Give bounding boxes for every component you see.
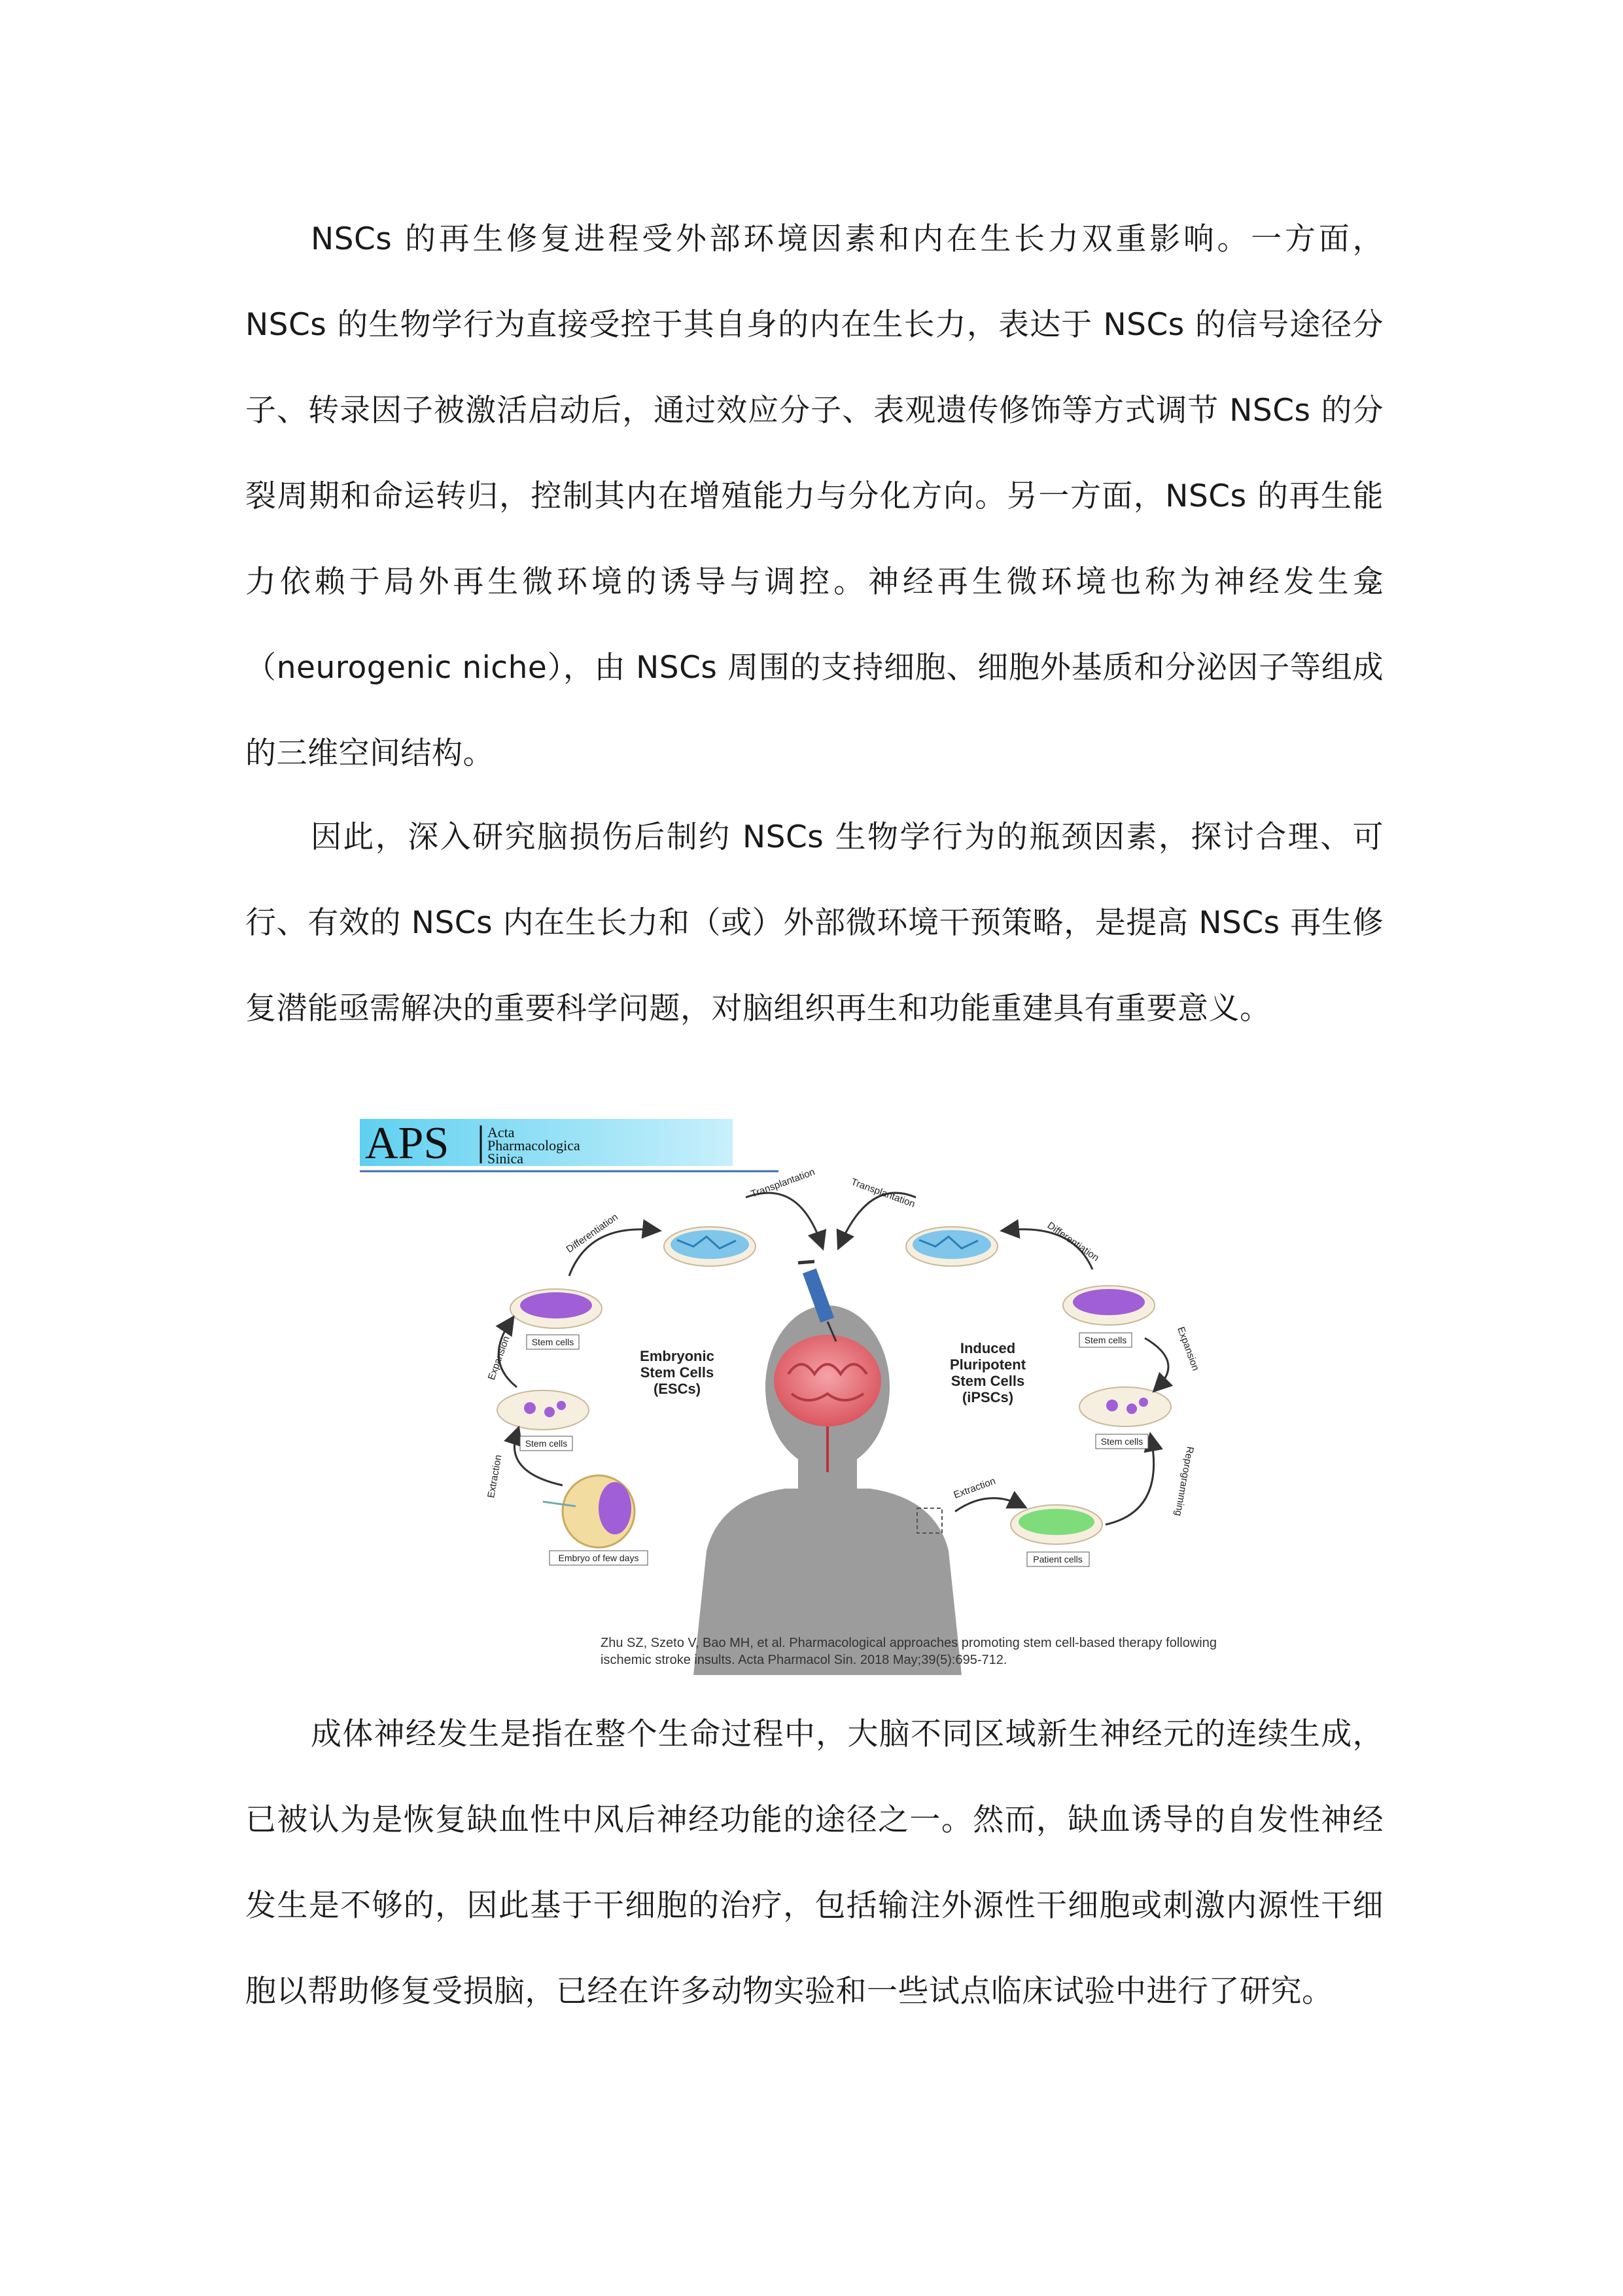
label-patient-cells: Patient cells [1033,1554,1083,1564]
svg-text:(iPSCs): (iPSCs) [962,1389,1014,1405]
journal-name-line1: Acta [487,1124,515,1140]
label-expansion-right: Expansion [1175,1325,1202,1373]
label-stem-cells-4: Stem cells [1100,1436,1143,1447]
dish-stem-cells-left-1 [510,1289,602,1328]
citation-line-2: ischemic stroke insults. Acta Pharmacol Sin. 2018 May;39(5):695-712. [601,1653,1007,1667]
label-expansion-left: Expansion [485,1334,512,1382]
journal-name-line2: Pharmacologica [487,1137,580,1154]
journal-name-line3: Sinica [487,1150,523,1167]
dish-stem-cells-left-2 [497,1390,589,1430]
label-stem-cells-3: Stem cells [1084,1335,1127,1345]
esc-title [640,1348,714,1397]
dish-differentiated-left [664,1227,756,1266]
dish-stem-cells-right-1 [1063,1286,1155,1325]
label-reprogramming: Reprogramming [1172,1445,1196,1517]
label-differentiation-right: Differentiation [1045,1220,1102,1264]
journal-banner [360,1118,778,1171]
svg-text:Stem Cells: Stem Cells [951,1373,1025,1389]
label-extraction-right: Extraction [952,1475,998,1501]
dish-stem-cells-right-2 [1079,1387,1171,1426]
label-transplantation-right: Transplantation [849,1176,917,1210]
label-embryo: Embryo of few days [558,1553,639,1563]
ipsc-title [950,1340,1026,1405]
svg-text:Stem Cells: Stem Cells [640,1364,714,1381]
stem-cell-therapy-figure [353,1106,1302,1675]
figure-citation [601,1634,1255,1669]
svg-text:Induced: Induced [960,1340,1016,1356]
citation-line-1: Zhu SZ, Szeto V, Bao MH, et al. Pharmacological approaches promoting stem cell-based therapy following [601,1636,1217,1650]
svg-text:(ESCs): (ESCs) [653,1381,701,1397]
paragraph-research-significance: 因此，深入研究脑损伤后制约 NSCs 生物学行为的瓶颈因素，探讨合理、可行、有效的 NSCs 内在生长力和（或）外部微环境干预策略，是提高 NSCs 再生修复潜能亟需解决的重要科学问题，对脑组织再生和功能重建具有重要意义。 [245,819,1384,1027]
label-differentiation-left: Differentiation [564,1211,620,1256]
paragraph-adult-neurogenesis: 成体神经发生是指在整个生命过程中，大脑不同区域新生神经元的连续生成，已被认为是恢复缺血性中风后神经功能的途径之一。然而，缺血诱导的自发性神经发生是不够的，因此基于干细胞的治疗，包括输注外源性干细胞或刺激内源性干细胞以帮助修复受损脑，已经在许多动物实验和一些试点临床试验中进行了研究。 [245,1716,1384,2009]
svg-text:Embryonic: Embryonic [640,1348,714,1364]
figure-illustration [353,1106,1302,1675]
svg-text:Pluripotent: Pluripotent [949,1356,1026,1373]
label-transplantation-left: Transplantation [749,1166,817,1200]
dish-differentiated-right [906,1227,998,1266]
dish-patient-cells [1011,1505,1102,1544]
label-stem-cells-2: Stem cells [525,1438,568,1449]
label-stem-cells-1: Stem cells [531,1337,574,1347]
embryo-icon [543,1475,635,1547]
label-extraction-left: Extraction [485,1454,504,1499]
journal-logo: APS [365,1118,449,1169]
paragraph-nscs-regeneration: NSCs 的再生修复进程受外部环境因素和内在生长力双重影响。一方面，NSCs 的生物学行为直接受控于其自身的内在生长力，表达于 NSCs 的信号途径分子、转录因子被激活启动后，通过效应分子、表观遗传修饰等方式调节 NSCs 的分裂周期和命运转归，控制其内在增殖能力与分化方向。另一方面，NSCs 的再生能力依赖于局外再生微环境的诱导与调控。神经再生微环境也称为神经发生龛（neurogenic niche），由 NSCs 周围的支持细胞、细胞外基质和分泌因子等组成的三维空间结构。 [245,221,1384,771]
